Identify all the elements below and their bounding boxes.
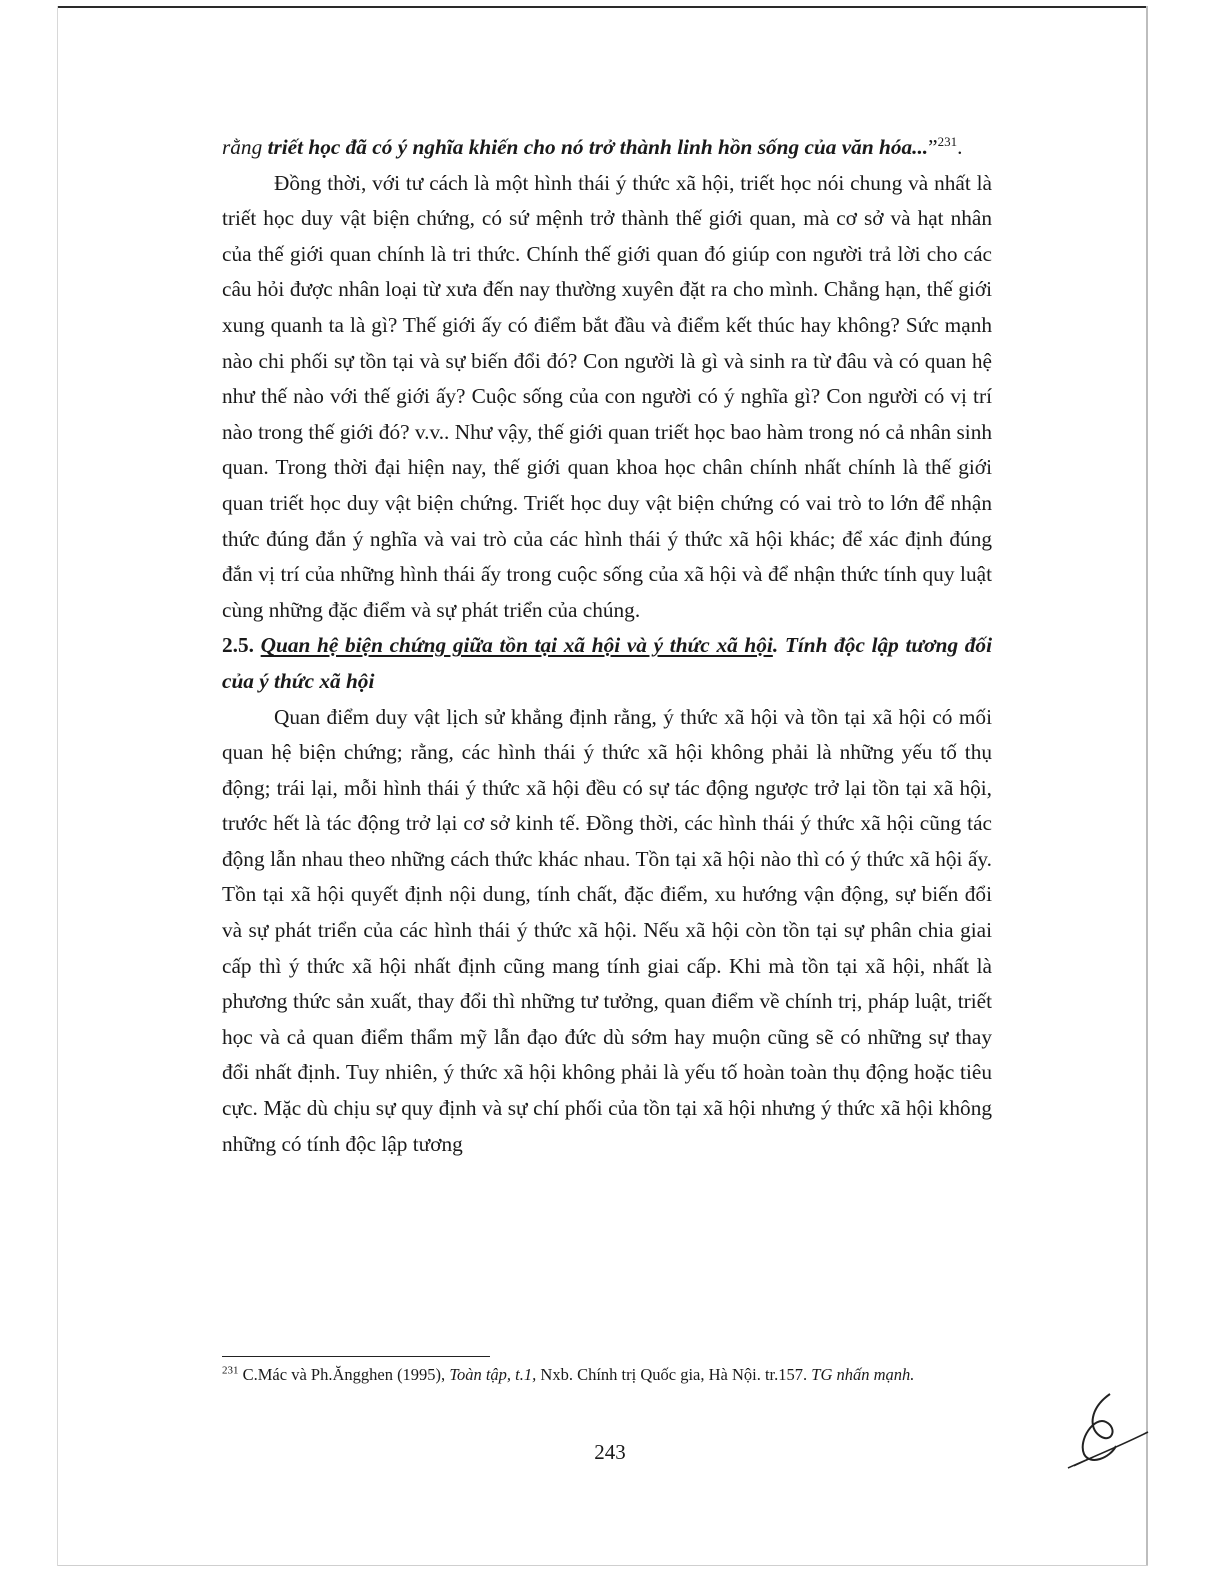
footnote-reference: 231 [937, 133, 958, 149]
section-title-rest: . Tính độc lập tương đối của ý thức xã hội [222, 633, 992, 693]
body-paragraph: Đồng thời, với tư cách là một hình thái ý thức xã hội, triết học nói chung và nhất là triết học duy vật biện chứng, có sứ mệnh trở thành thế giới quan, mà cơ sở và hạt nhân của thế giới quan chính là tri thức. Chính thế giới quan đó giúp con người trả lời cho các câu hỏi được nhân loại từ xưa đến nay thường xuyên đặt ra cho mình. Chẳng hạn, thế giới xung quanh ta là gì? Thế giới ấy có điểm bắt đầu và điểm kết thúc hay không? Sức mạnh nào chi phối sự tồn tại và sự biến đổi đó? Con người là gì và sinh ra từ đâu và có quan hệ như thế nào với thế giới ấy? Cuộc sống của con người có ý nghĩa gì? Con người có vị trí nào trong thế giới đó? v.v.. Như vậy, thế giới quan triết học bao hàm trong nó cả nhân sinh quan. Trong thời đại hiện nay, thế giới quan khoa học chân chính nhất chính là thế giới quan triết học duy vật biện chứng. Triết học duy vật biện chứng có vai trò to lớn để nhận thức đúng đắn ý nghĩa và vai trò của các hình thái ý thức xã hội khác; để xác định đúng đắn vị trí của những hình thái ấy trong cuộc sống của xã hội và để nhận thức tính quy luật cùng những đặc điểm và sự phát triển của chúng. [222, 170, 992, 622]
page-body [222, 130, 992, 1162]
footnote-authors: C.Mác và Ph.Ăngghen (1995), [238, 1365, 450, 1384]
quote-end-punct: . [957, 135, 963, 159]
quote-emphasis: triết học đã có ý nghĩa khiến cho nó trở thành linh hồn sống của văn hóa... [267, 135, 929, 159]
page-left-edge [57, 6, 58, 1566]
section-title-underlined: Quan hệ biện chứng giữa tồn tại xã hội và ý thức xã hội [260, 633, 773, 658]
footnote-divider [222, 1356, 490, 1357]
page-top-edge [58, 6, 1148, 8]
footnote-number: 231 [222, 1364, 239, 1377]
page-number: 243 [594, 1440, 626, 1464]
quote-lead: rằng [222, 135, 268, 159]
handwritten-signature [1060, 1388, 1150, 1478]
quote-close: ” [928, 135, 938, 159]
footnote-publisher: Nxb. Chính trị Quốc gia, Hà Nội. tr.157. [536, 1365, 812, 1384]
section-number: 2.5. [222, 633, 254, 658]
footnote-work: Toàn tập, t.1, [449, 1365, 537, 1384]
quote-continuation [222, 130, 992, 166]
footnote-note: TG nhấn mạnh. [811, 1365, 915, 1384]
section-paragraph: Quan điểm duy vật lịch sử khẳng định rằng, ý thức xã hội và tồn tại xã hội có mối quan hệ biện chứng; rằng, các hình thái ý thức xã hội không phải là những yếu tố thụ động; trái lại, mỗi hình thái ý thức xã hội đều có sự tác động ngược trở lại tồn tại xã hội, trước hết là tác động trở lại cơ sở kinh tế. Đồng thời, các hình thái ý thức xã hội cũng tác động lẫn nhau theo những cách thức khác nhau. Tồn tại xã hội nào thì có ý thức xã hội ấy. Tồn tại xã hội quyết định nội dung, tính chất, đặc điểm, xu hướng vận động, sự biến đổi và sự phát triển của các hình thái ý thức xã hội. Nếu xã hội còn tồn tại sự phân chia giai cấp thì ý thức xã hội nhất định cũng mang tính giai cấp. Khi mà tồn tại xã hội, nhất là phương thức sản xuất, thay đổi thì những tư tưởng, quan điểm về chính trị, pháp luật, triết học và cả quan điểm thẩm mỹ lẫn đạo đức dù sớm hay muộn cũng sẽ có những sự thay đổi nhất định. Tuy nhiên, ý thức xã hội không phải là yếu tố hoàn toàn thụ động hoặc tiêu cực. Mặc dù chịu sự quy định và sự chí phối của tồn tại xã hội nhưng ý thức xã hội không những có tính độc lập tương [222, 704, 992, 1156]
page-right-edge [1146, 6, 1148, 1566]
footnote [222, 1364, 992, 1386]
page-bottom-edge [58, 1565, 1148, 1566]
section-heading [222, 628, 992, 699]
